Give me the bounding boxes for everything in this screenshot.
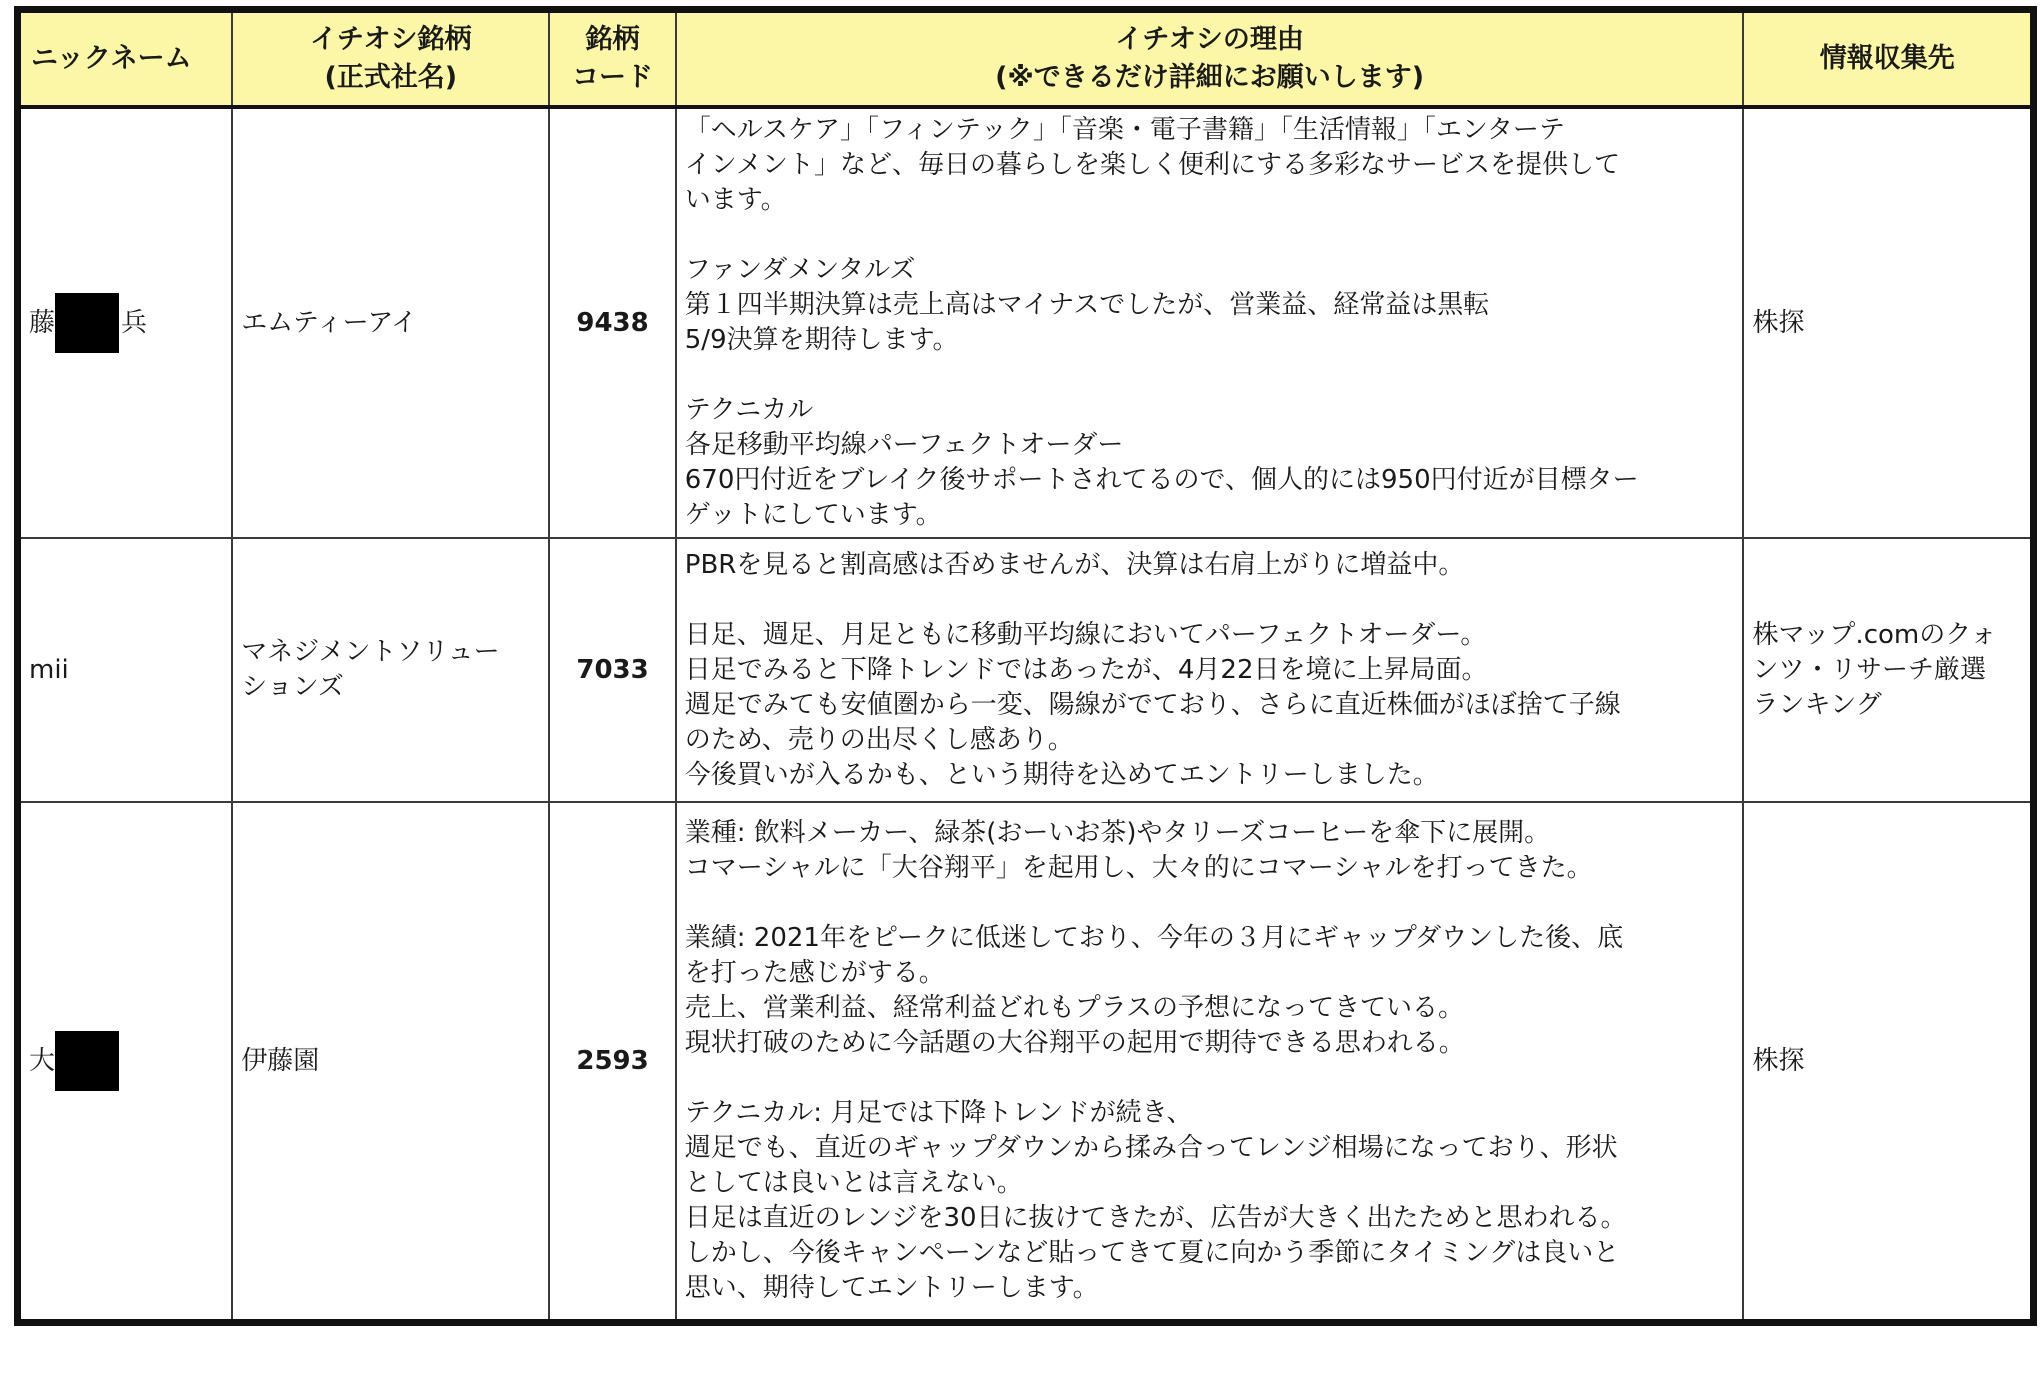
nickname-cell <box>18 802 233 1323</box>
redaction-block <box>55 293 119 353</box>
stock-name-cell: マネジメントソリュー ションズ <box>232 538 549 802</box>
stock-picks-table <box>14 6 2037 1326</box>
reason-cell: 「ヘルスケア」「フィンテック」「音楽・電子書籍」「生活情報」「エンターテ インメント」など、毎日の暮らしを楽しく便利にする多彩なサービスを提供して います。 ファンダメンタルズ 第１四半期決算は売上高はマイナスでしたが、営業益、経常益は黒転 5/9決算を期待します。 テクニカル 各足移動平均線パーフェクトオーダー 670円付近をブレイク後サポートされてるので、個人的には950円付近が目標ター ゲットにしています。 <box>676 107 1744 538</box>
nickname-cell: mii <box>18 538 233 802</box>
stock-name-cell: エムティーアイ <box>232 107 549 538</box>
redaction-block <box>55 1031 119 1091</box>
nickname-prefix: 大 <box>29 1045 56 1076</box>
source-cell: 株探 <box>1743 107 2033 538</box>
header-reason: イチオシの理由 (※できるだけ詳細にお願いします) <box>676 10 1744 108</box>
nickname-prefix: 藤 <box>29 307 56 338</box>
header-stock: イチオシ銘柄 (正式社名) <box>232 10 549 108</box>
source-cell: 株マップ.comのクォ ンツ・リサーチ厳選 ランキング <box>1743 538 2033 802</box>
table-row <box>18 107 2034 538</box>
stock-code-cell: 7033 <box>549 538 675 802</box>
reason-cell: PBRを見ると割高感は否めませんが、決算は右肩上がりに増益中。 日足、週足、月足ともに移動平均線においてパーフェクトオーダー。 日足でみると下降トレンドではあったが、4月22日を境に上昇局面。 週足でみても安値圏から一変、陽線がでており、さらに直近株価がほぼ捨て子線 のため、売りの出尽くし感あり。 今後買いが入るかも、という期待を込めてエントリーしました。 <box>676 538 1744 802</box>
nickname-cell <box>18 107 233 538</box>
nickname-suffix: 兵 <box>121 307 148 338</box>
header-code: 銘柄 コード <box>549 10 675 108</box>
table-row <box>18 802 2034 1323</box>
header-source: 情報収集先 <box>1743 10 2033 108</box>
stock-name-cell: 伊藤園 <box>232 802 549 1323</box>
header-row <box>18 10 2034 108</box>
source-cell: 株探 <box>1743 802 2033 1323</box>
header-nickname: ニックネーム <box>18 10 233 108</box>
table-row <box>18 538 2034 802</box>
reason-cell: 業種: 飲料メーカー、緑茶(おーいお茶)やタリーズコーヒーを傘下に展開。 コマーシャルに「大谷翔平」を起用し、大々的にコマーシャルを打ってきた。 業績: 2021年をピークに低迷しており、今年の３月にギャップダウンした後、底 を打った感じがする。 売上、営業利益、経常利益どれもプラスの予想になってきている。 現状打破のために今話題の大谷翔平の起用で期待できる思われる。 テクニカル: 月足では下降トレンドが続き、 週足でも、直近のギャップダウンから揉み合ってレンジ相場になっており、形状 としては良いとは言えない。 日足は直近のレンジを30日に抜けてきたが、広告が大きく出たためと思われる。 しかし、今後キャンペーンなど貼ってきて夏に向かう季節にタイミングは良いと 思い、期待してエントリーします。 <box>676 802 1744 1323</box>
stock-code-cell: 2593 <box>549 802 675 1323</box>
stock-code-cell: 9438 <box>549 107 675 538</box>
